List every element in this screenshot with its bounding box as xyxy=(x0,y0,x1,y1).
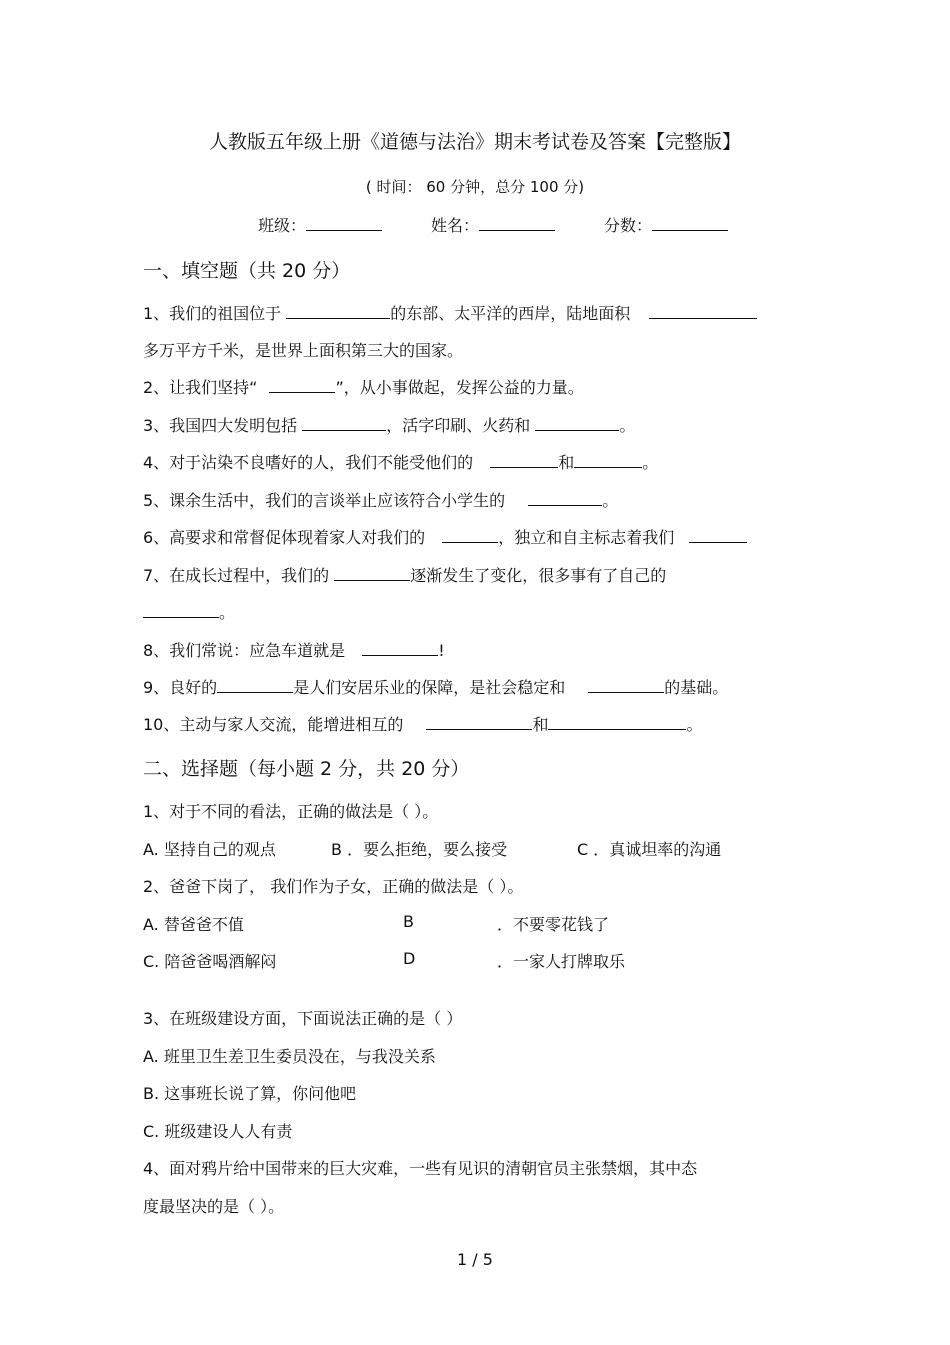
q3-text-a: 3、我国四大发明包括 xyxy=(143,416,298,435)
q10-blank-2[interactable] xyxy=(548,713,686,730)
fill-question-6 xyxy=(143,525,747,548)
choice-question-1: 1、对于不同的看法，正确的做法是（ ）。 xyxy=(143,802,439,821)
choice-question-4-line2: 度最坚决的是（ ）。 xyxy=(143,1197,285,1216)
q6-text-a: 6、高要求和常督促体现着家人对我们的 xyxy=(143,528,426,547)
fill-question-7-cont xyxy=(143,600,235,623)
fill-question-5 xyxy=(143,488,618,511)
q9-text-c: 的基础。 xyxy=(664,678,729,697)
q4-text-a: 4、对于沾染不良嗜好的人，我们不能受他们的 xyxy=(143,453,474,472)
choice-q3-option-c[interactable]: C. 班级建设人人有责 xyxy=(143,1122,293,1141)
q10-text-b: 和 xyxy=(532,715,549,734)
q1-blank-1[interactable] xyxy=(286,302,390,319)
score-label: 分数： xyxy=(604,216,653,235)
score-field xyxy=(604,213,728,236)
fill-question-1 xyxy=(143,301,757,324)
choice-q2-option-b-text[interactable]: ．不要零花钱了 xyxy=(497,915,610,934)
choice-q2-option-a[interactable]: A. 替爸爸不值 xyxy=(143,915,244,934)
name-label: 姓名： xyxy=(431,216,480,235)
name-field xyxy=(431,213,555,236)
exam-time-info: ( 时间： 60 分钟，总分 100 分) xyxy=(365,178,585,196)
q2-text-b: ”，从小事做起，发挥公益的力量。 xyxy=(335,378,584,397)
score-blank[interactable] xyxy=(652,214,728,231)
name-blank[interactable] xyxy=(479,214,555,231)
fill-question-4 xyxy=(143,450,658,473)
q4-text-c: 。 xyxy=(642,453,659,472)
q1-text-b: 的东部、太平洋的西岸，陆地面积 xyxy=(390,304,631,323)
q9-blank-1[interactable] xyxy=(217,676,293,693)
q6-blank-2[interactable] xyxy=(689,526,747,543)
q9-text-a: 9、良好的 xyxy=(143,678,218,697)
choice-q3-option-b[interactable]: B. 这事班长说了算，你问他吧 xyxy=(143,1084,357,1103)
q4-text-b: 和 xyxy=(558,453,575,472)
q6-blank-1[interactable] xyxy=(442,526,498,543)
q3-text-c: 。 xyxy=(619,416,636,435)
choice-question-2: 2、爸爸下岗了， 我们作为子女，正确的做法是（ ）。 xyxy=(143,877,524,896)
page-number: 1 / 5 xyxy=(457,1250,493,1269)
q8-blank-1[interactable] xyxy=(362,639,438,656)
q9-blank-2[interactable] xyxy=(588,676,664,693)
section1-heading: 一、填空题（共 20 分） xyxy=(143,260,351,282)
choice-q1-option-c[interactable]: C ．真诚坦率的沟通 xyxy=(577,840,722,859)
q7-blank-1[interactable] xyxy=(334,564,410,581)
choice-q1-option-a[interactable]: A. 坚持自己的观点 xyxy=(143,840,276,859)
q10-text-a: 10、主动与家人交流，能增进相互的 xyxy=(143,715,404,734)
choice-q2-option-b-letter[interactable]: B xyxy=(403,912,414,931)
q5-text-a: 5、课余生活中，我们的言谈举止应该符合小学生的 xyxy=(143,491,506,510)
section2-heading: 二、选择题（每小题 2 分，共 20 分） xyxy=(143,758,470,780)
choice-question-3: 3、在班级建设方面，下面说法正确的是（ ） xyxy=(143,1009,463,1028)
q2-text-a: 2、让我们坚持“ xyxy=(143,378,258,397)
fill-question-8 xyxy=(143,638,445,661)
q7-text-c: 。 xyxy=(219,603,236,622)
q7-text-a: 7、在成长过程中，我们的 xyxy=(143,566,330,585)
fill-question-9 xyxy=(143,675,728,698)
fill-question-2 xyxy=(143,375,584,398)
choice-q3-option-a[interactable]: A. 班里卫生差卫生委员没在，与我没关系 xyxy=(143,1047,436,1066)
q7-blank-2[interactable] xyxy=(143,601,219,618)
fill-question-10 xyxy=(143,712,703,735)
q4-blank-1[interactable] xyxy=(490,451,558,468)
q5-blank-1[interactable] xyxy=(528,489,602,506)
q10-blank-1[interactable] xyxy=(426,713,532,730)
q8-text-a: 8、我们常说：应急车道就是 xyxy=(143,641,346,660)
fill-question-1-cont: 多万平方千米，是世界上面积第三大的国家。 xyxy=(143,341,464,360)
q2-blank-1[interactable] xyxy=(269,376,335,393)
choice-question-4-line1: 4、面对鸦片给中国带来的巨大灾难，一些有见识的清朝官员主张禁烟，其中态 xyxy=(143,1159,698,1178)
q1-text-a: 1、我们的祖国位于 xyxy=(143,304,282,323)
q3-blank-1[interactable] xyxy=(302,414,386,431)
q9-text-b: 是人们安居乐业的保障，是社会稳定和 xyxy=(293,678,566,697)
fill-question-7 xyxy=(143,563,666,586)
q10-text-c: 。 xyxy=(686,715,703,734)
q3-text-b: ，活字印刷、火药和 xyxy=(386,416,531,435)
q4-blank-2[interactable] xyxy=(574,451,642,468)
q1-blank-2[interactable] xyxy=(649,302,757,319)
q3-blank-2[interactable] xyxy=(535,414,619,431)
fill-question-3 xyxy=(143,413,635,436)
q5-text-b: 。 xyxy=(602,491,619,510)
q7-text-b: 逐渐发生了变化，很多事有了自己的 xyxy=(410,566,667,585)
q8-text-b: ! xyxy=(438,641,445,660)
class-label: 班级： xyxy=(258,216,307,235)
choice-q1-option-b[interactable]: B ．要么拒绝，要么接受 xyxy=(331,840,508,859)
q6-text-b: ，独立和自主标志着我们 xyxy=(498,528,675,547)
class-blank[interactable] xyxy=(306,214,382,231)
choice-q2-option-d-text[interactable]: ．一家人打牌取乐 xyxy=(497,952,626,971)
class-field xyxy=(258,213,382,236)
choice-q2-option-c[interactable]: C. 陪爸爸喝酒解闷 xyxy=(143,952,277,971)
page-title: 人教版五年级上册《道德与法治》期末考试卷及答案【完整版】 xyxy=(208,131,741,153)
choice-q2-option-d-letter[interactable]: D xyxy=(403,949,416,968)
